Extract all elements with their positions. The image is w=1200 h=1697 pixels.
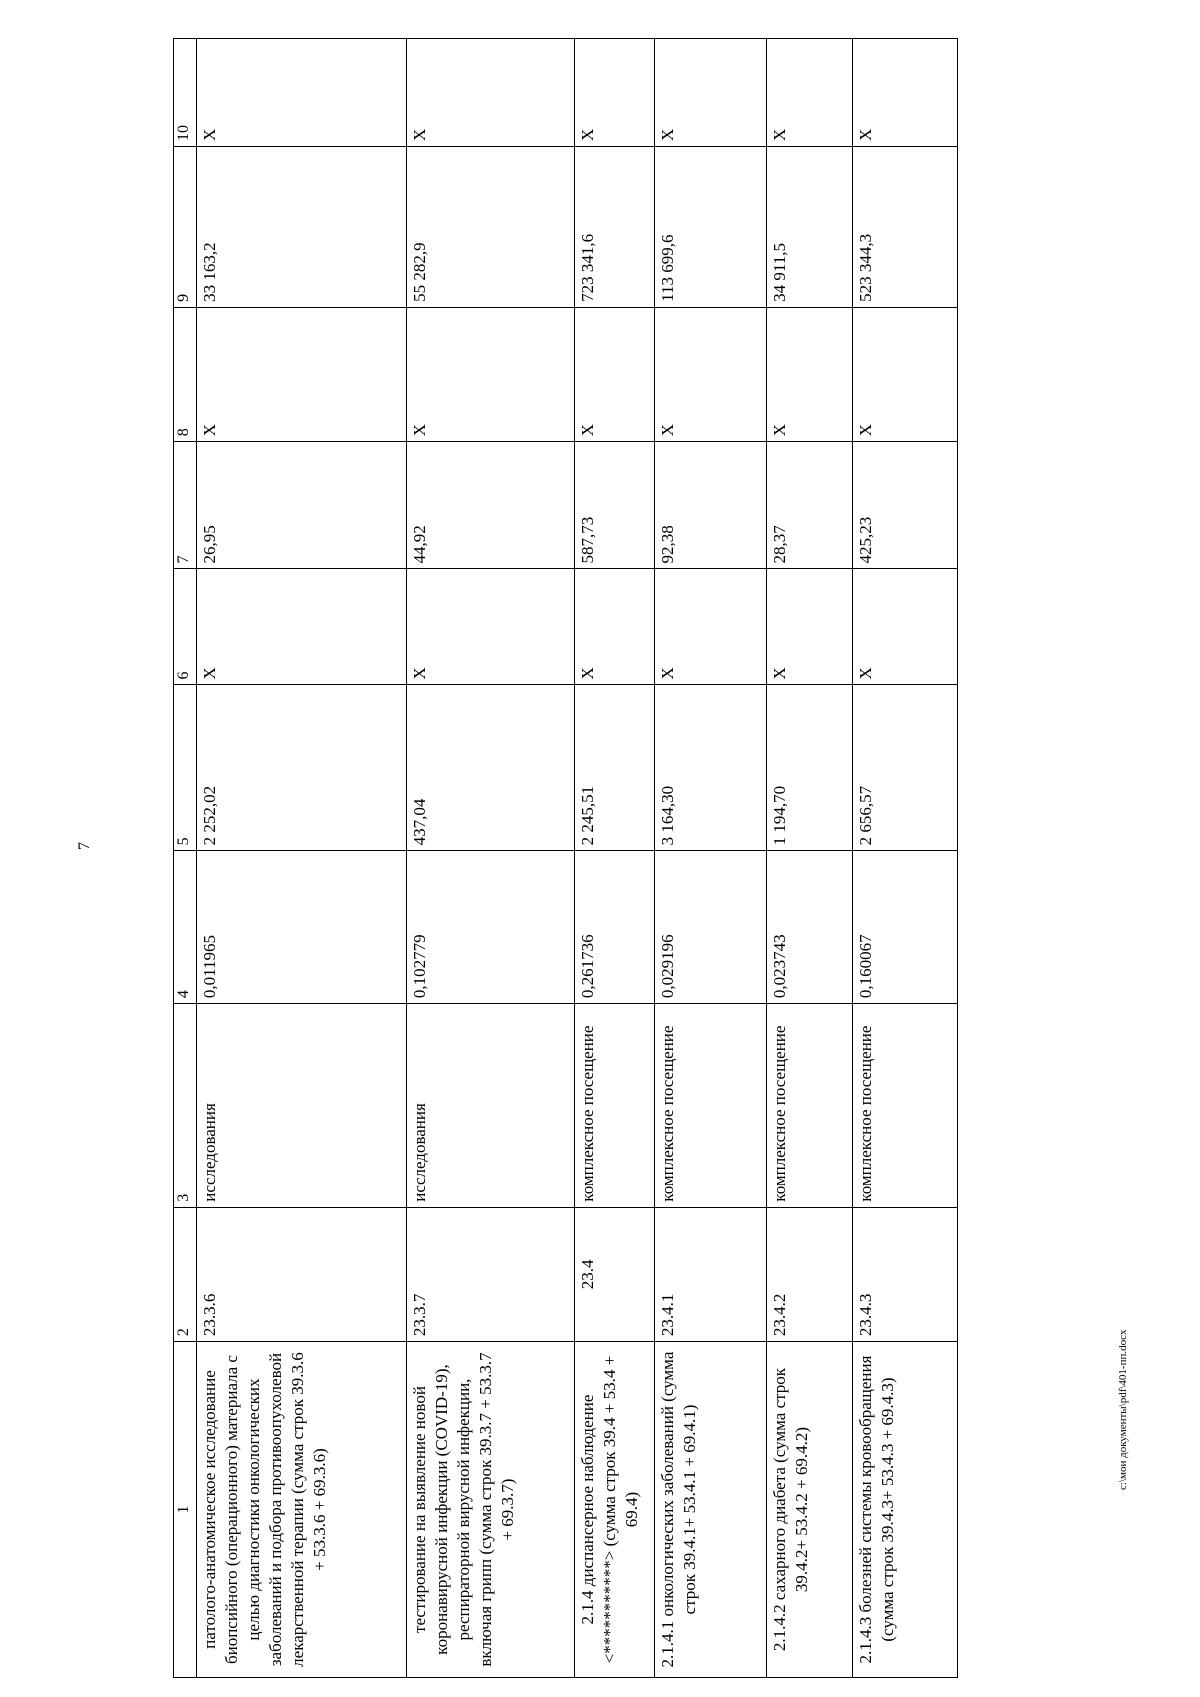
table-cell: X [655, 569, 767, 685]
column-header: 9 [174, 146, 197, 307]
table-cell: X [853, 569, 958, 685]
table-cell: патолого-анатомическое исследование биопсийного (операционного) материала с целью диагностики онкологических заболеваний и подбора противоопухолевой лекарственной терапии (сумма строк 39.3.6 + 53.3.6 + 69.3.6) [197, 1342, 407, 1678]
table-cell: X [767, 39, 853, 147]
column-header: 4 [174, 851, 197, 1004]
table-cell: 2 656,57 [853, 685, 958, 851]
table-cell: X [853, 39, 958, 147]
table-cell: X [767, 307, 853, 441]
table-cell: исследования [407, 1004, 575, 1208]
table-cell: 0,011965 [197, 851, 407, 1004]
table-row [407, 39, 575, 1678]
table-cell: 26,95 [197, 442, 407, 569]
table-cell: 2 245,51 [575, 685, 655, 851]
table-cell: 437,04 [407, 685, 575, 851]
column-header: 7 [174, 442, 197, 569]
table-cell: X [575, 569, 655, 685]
table-cell: X [655, 307, 767, 441]
table-cell: 33 163,2 [197, 146, 407, 307]
table-cell: X [655, 39, 767, 147]
table-cell: 34 911,5 [767, 146, 853, 307]
column-header: 8 [174, 307, 197, 441]
table-cell: 2.1.4.2 сахарного диабета (сумма строк 39.4.2+ 53.4.2 + 69.4.2) [767, 1342, 853, 1678]
table-cell: 28,37 [767, 442, 853, 569]
table-cell: 3 164,30 [655, 685, 767, 851]
data-table [173, 38, 958, 1678]
table-cell: 113 699,6 [655, 146, 767, 307]
column-header: 6 [174, 569, 197, 685]
table-row [575, 39, 655, 1678]
table-cell: комплексное посещение [853, 1004, 958, 1208]
column-header: 2 [174, 1207, 197, 1341]
table-cell: X [853, 307, 958, 441]
column-header: 3 [174, 1004, 197, 1208]
table-cell: 2.1.4.3 болезней системы кровообращения (сумма строк 39.4.3+ 53.4.3 + 69.4.3) [853, 1342, 958, 1678]
table-cell: 0,102779 [407, 851, 575, 1004]
table-cell: 523 344,3 [853, 146, 958, 307]
table-cell: X [407, 39, 575, 147]
table-cell: 23.3.6 [197, 1207, 407, 1341]
table-cell: исследования [197, 1004, 407, 1208]
table-cell: 2.1.4.1 онкологических заболеваний (сумма строк 39.4.1+ 53.4.1 + 69.4.1) [655, 1342, 767, 1678]
table-cell: 23.4 [575, 1207, 655, 1341]
table-cell: 23.4.1 [655, 1207, 767, 1341]
table-cell: 55 282,9 [407, 146, 575, 307]
table-cell: X [197, 39, 407, 147]
table-cell: 0,029196 [655, 851, 767, 1004]
rotated-table-container [173, 38, 935, 1678]
table-cell: X [197, 569, 407, 685]
table-cell: 23.4.3 [853, 1207, 958, 1341]
table-cell: комплексное посещение [767, 1004, 853, 1208]
table-cell: 23.3.7 [407, 1207, 575, 1341]
table-cell: комплексное посещение [575, 1004, 655, 1208]
table-header-row [174, 39, 197, 1678]
table-cell: X [767, 569, 853, 685]
table-cell: X [407, 569, 575, 685]
table-cell: X [407, 307, 575, 441]
table-cell: тестирование на выявление новой коронавирусной инфекции (COVID-19), респираторной вирусной инфекции, включая грипп (сумма строк 39.3.7 + 53.3.7 + 69.3.7) [407, 1342, 575, 1678]
table-cell: X [197, 307, 407, 441]
page-number: 7 [76, 842, 93, 850]
table-cell: комплексное посещение [655, 1004, 767, 1208]
table-cell: 44,92 [407, 442, 575, 569]
table-cell: X [575, 39, 655, 147]
column-header: 10 [174, 39, 197, 147]
table-row [853, 39, 958, 1678]
table-cell: X [575, 307, 655, 441]
table-cell: 0,023743 [767, 851, 853, 1004]
column-header: 5 [174, 685, 197, 851]
table-cell: 0,261736 [575, 851, 655, 1004]
column-header: 1 [174, 1342, 197, 1678]
table-row [767, 39, 853, 1678]
table-cell: 723 341,6 [575, 146, 655, 307]
table-cell: 0,160067 [853, 851, 958, 1004]
table-cell: 587,73 [575, 442, 655, 569]
table-row [655, 39, 767, 1678]
table-cell: 2.1.4 диспансерное наблюдение <***********> (сумма строк 39.4 + 53.4 + 69.4) [575, 1342, 655, 1678]
footer-file-path: c:\мои документы\pdf\401-пп.docx [1117, 1329, 1129, 1490]
table-cell: 1 194,70 [767, 685, 853, 851]
table-cell: 425,23 [853, 442, 958, 569]
table-row [197, 39, 407, 1678]
table-cell: 92,38 [655, 442, 767, 569]
table-cell: 2 252,02 [197, 685, 407, 851]
table-cell: 23.4.2 [767, 1207, 853, 1341]
